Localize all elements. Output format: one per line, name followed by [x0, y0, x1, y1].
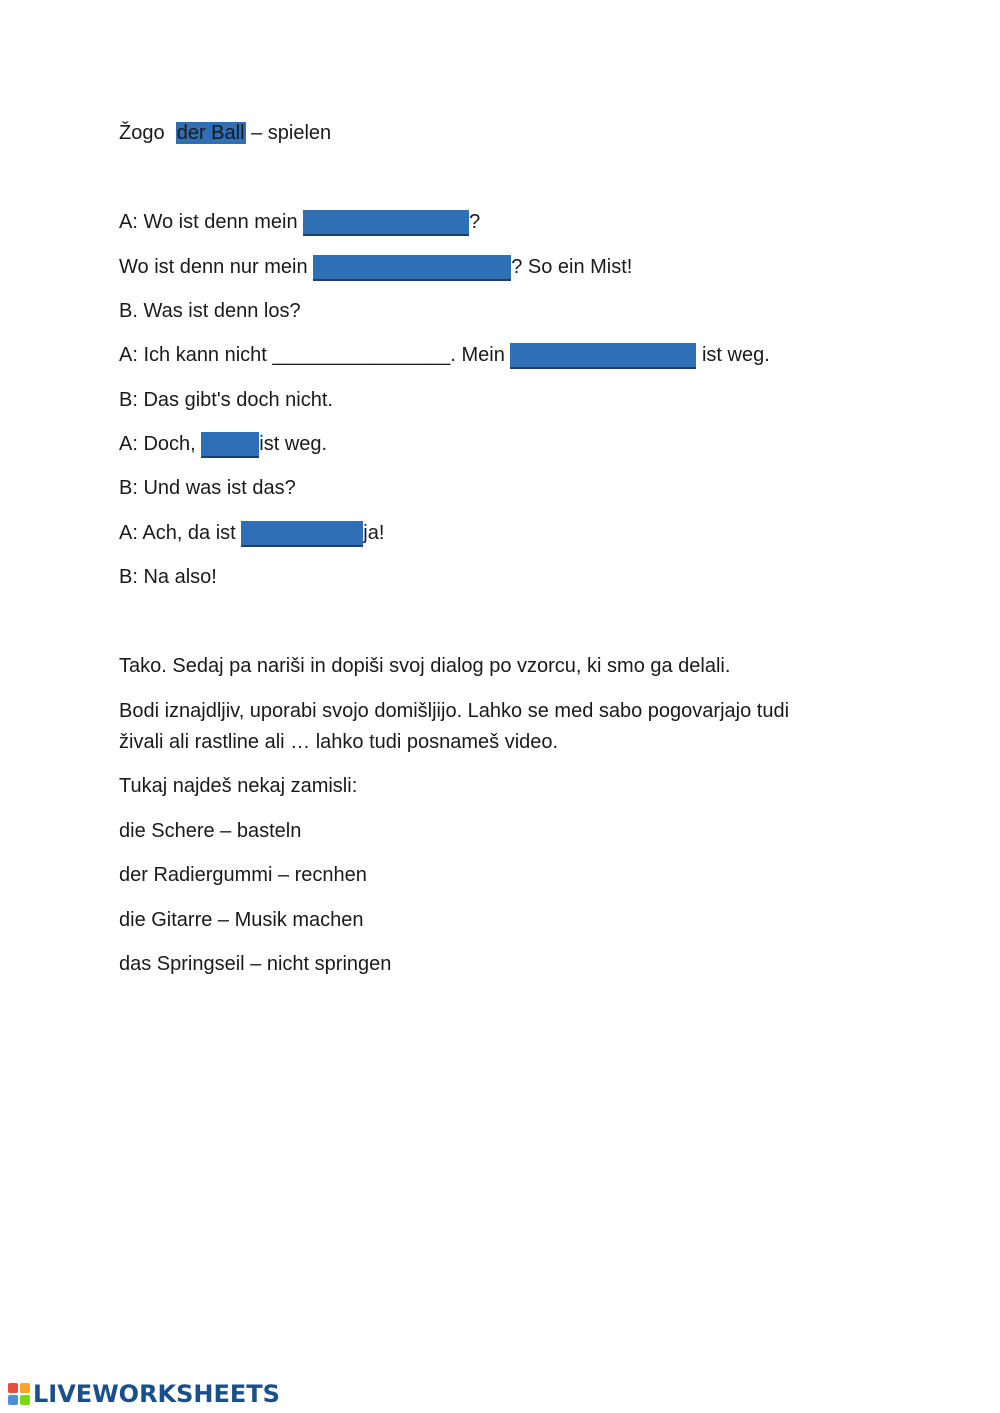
header-suffix: – spielen: [251, 122, 332, 144]
dialog-line-9: [119, 563, 217, 591]
dialog-text: A: Wo ist denn mein: [119, 211, 298, 233]
dialog-line-1: [119, 208, 480, 236]
dialog-text: Wo ist denn nur mein: [119, 256, 308, 278]
idea-item: der Radiergummi – recnhen: [119, 864, 367, 886]
dialog-text: B: Das gibt's doch nicht.: [119, 389, 333, 411]
dialog-line-7: [119, 474, 296, 502]
answer-blank-4[interactable]: [201, 432, 259, 458]
dialog-text: B: Na also!: [119, 566, 217, 588]
idea-item: die Gitarre – Musik machen: [119, 909, 364, 931]
answer-blank-1[interactable]: [303, 210, 469, 236]
dialog-text: ?: [469, 211, 481, 233]
instruction-line-2a: Bodi iznajdljiv, uporabi svojo domišljijo. Lahko se med sabo pogovarjajo tudi: [119, 700, 790, 722]
idea-item: das Springseil – nicht springen: [119, 953, 392, 975]
header-line: [119, 119, 331, 147]
logo-grid-icon: [8, 1383, 30, 1405]
dialog-text: ist weg.: [701, 344, 770, 366]
logo-text: LIVEWORKSHEETS: [33, 1380, 280, 1408]
idea-item: die Schere – basteln: [119, 820, 302, 842]
dialog-text: ? So ein Mist!: [511, 256, 633, 278]
dialog-line-3: [119, 297, 301, 325]
dialog-line-2: [119, 253, 632, 281]
dialog-line-5: [119, 386, 333, 414]
dialog-text: A: Ich kann nicht ________________. Mein: [119, 344, 505, 366]
dialog-line-8: [119, 519, 384, 547]
answer-highlight[interactable]: der Ball: [176, 122, 245, 144]
dialog-text: A: Ach, da ist: [119, 522, 236, 544]
instruction-line-1: Tako. Sedaj pa nariši in dopiši svoj dialog po vzorcu, ki smo ga delali.: [119, 655, 731, 677]
dialog-line-4: [119, 341, 770, 369]
dialog-text: B. Was ist denn los?: [119, 300, 301, 322]
dialog-text: ist weg.: [259, 433, 328, 455]
dialog-text: ja!: [363, 522, 385, 544]
answer-blank-3[interactable]: [510, 343, 696, 369]
dialog-text: B: Und was ist das?: [119, 477, 296, 499]
header-prefix: Žogo: [119, 122, 165, 144]
instruction-line-3: Tukaj najdeš nekaj zamisli:: [119, 775, 358, 797]
dialog-line-6: [119, 430, 327, 458]
answer-blank-5[interactable]: [241, 521, 363, 547]
liveworksheets-logo[interactable]: [8, 1381, 280, 1407]
instruction-line-2b: živali ali rastline ali … lahko tudi posnameš video.: [119, 731, 559, 753]
answer-blank-2[interactable]: [313, 255, 511, 281]
dialog-text: A: Doch,: [119, 433, 196, 455]
